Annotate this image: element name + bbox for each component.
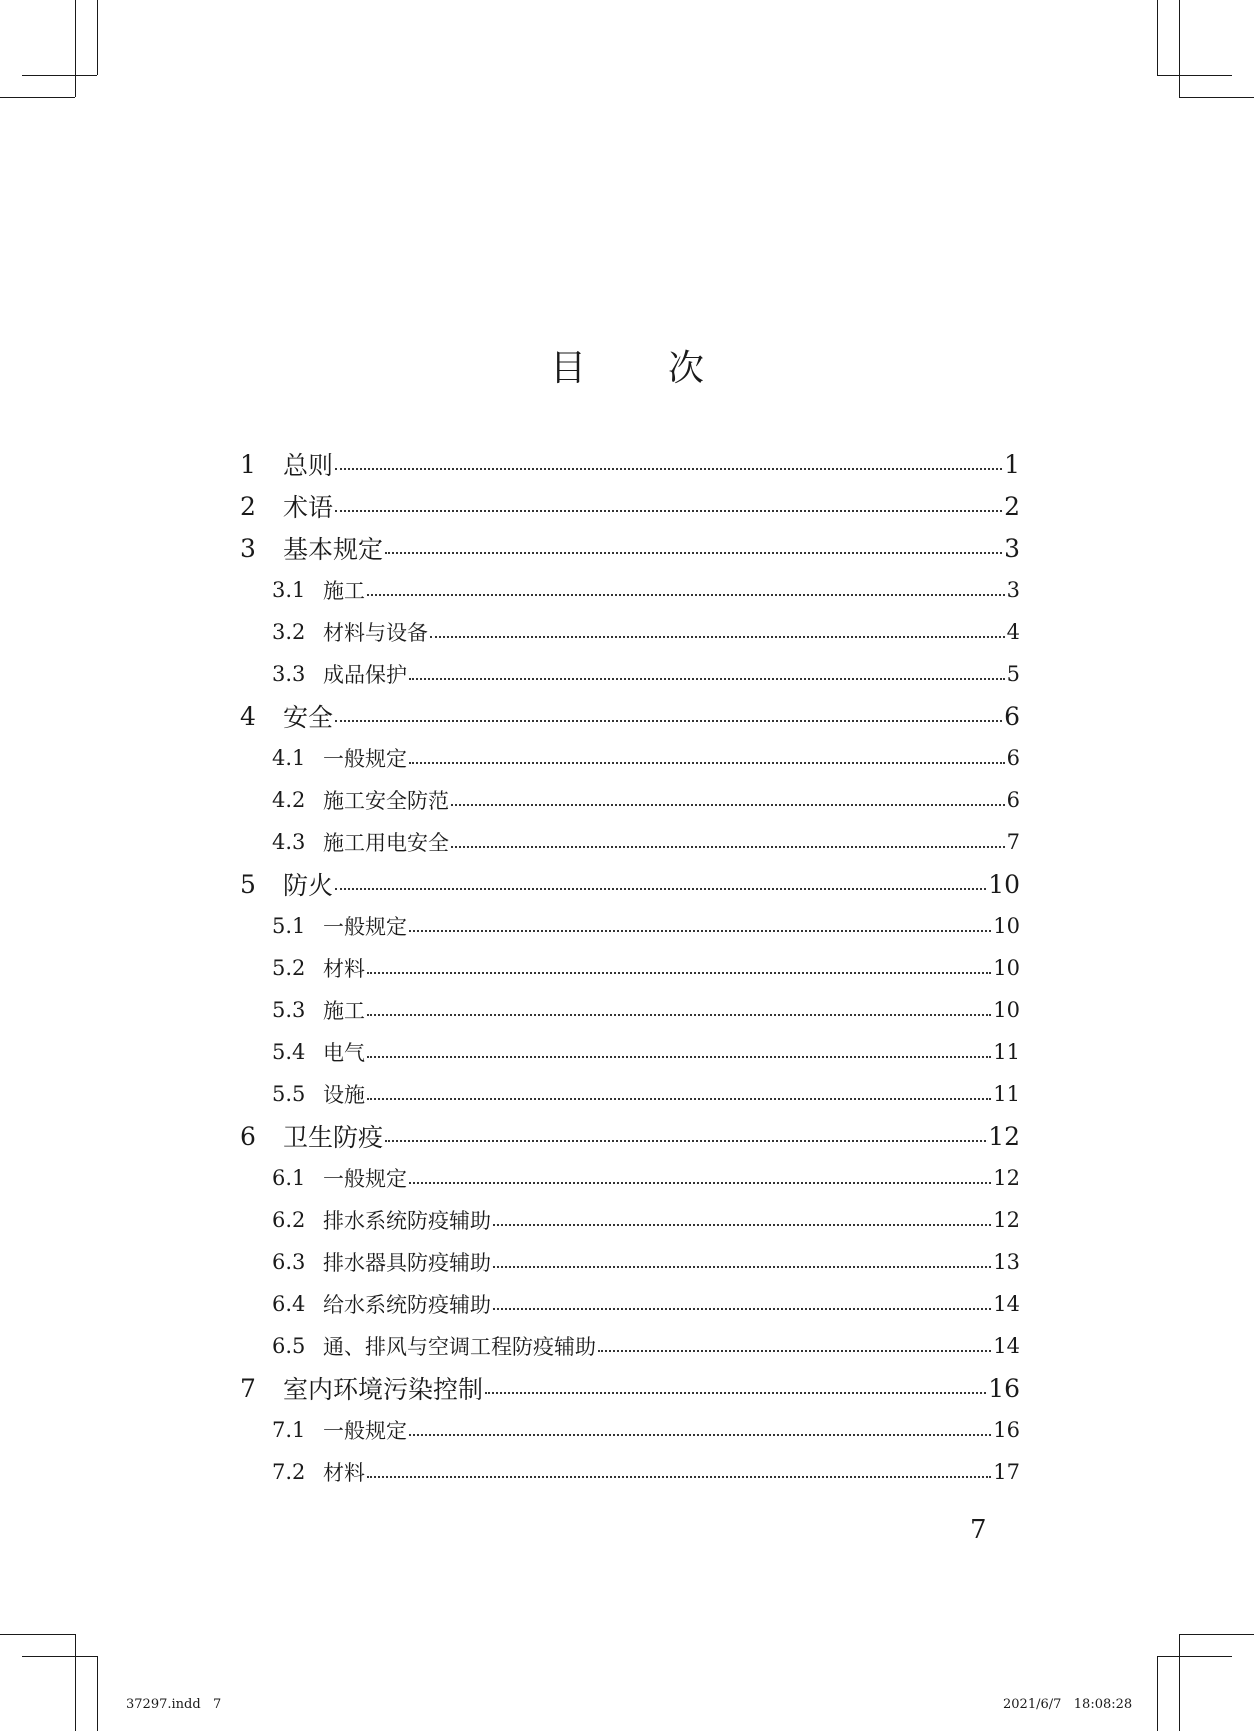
toc-entry[interactable] <box>240 863 1020 905</box>
dot-leader <box>493 1224 991 1226</box>
crop-line <box>1179 1634 1180 1731</box>
toc-entry[interactable] <box>240 989 1020 1031</box>
toc-entry-number: 5.2 <box>272 956 306 980</box>
footer-timestamp: 2021/6/7 18:08:28 <box>1003 1697 1133 1712</box>
dot-leader <box>385 1140 986 1142</box>
toc-entry-label: 材料 <box>323 1461 365 1485</box>
toc-entry-page: 2 <box>1004 491 1020 521</box>
toc-entry-label: 术语 <box>283 493 334 522</box>
toc-entry-number: 3.3 <box>272 662 306 686</box>
toc-entry-number: 5 <box>240 869 256 899</box>
dot-leader <box>485 1392 986 1394</box>
toc-entry[interactable] <box>240 611 1020 653</box>
toc-entry-page: 16 <box>993 1418 1020 1442</box>
crop-line <box>1157 1656 1158 1731</box>
toc-entry[interactable] <box>240 1073 1020 1115</box>
dot-leader <box>598 1350 991 1352</box>
toc-entry-label: 电气 <box>323 1041 365 1065</box>
toc-entry[interactable] <box>240 779 1020 821</box>
toc-entry-page: 10 <box>993 998 1020 1022</box>
crop-line <box>1179 97 1254 98</box>
toc-entry-label: 材料 <box>323 957 365 981</box>
dot-leader <box>335 720 1002 722</box>
toc-entry-number: 4 <box>240 701 256 731</box>
page-number: 7 <box>970 1515 987 1545</box>
dot-leader <box>367 1098 991 1100</box>
toc-entry[interactable] <box>240 527 1020 569</box>
toc-entry[interactable] <box>240 821 1020 863</box>
dot-leader <box>451 804 1005 806</box>
toc-entry-label: 一般规定 <box>323 1419 407 1443</box>
toc-entry[interactable] <box>240 443 1020 485</box>
toc-entry-number: 7.1 <box>272 1418 306 1442</box>
toc-entry-number: 5.4 <box>272 1040 306 1064</box>
dot-leader <box>493 1308 991 1310</box>
toc-entry-page: 10 <box>993 956 1020 980</box>
crop-line <box>1179 1634 1254 1635</box>
toc-entry-page: 6 <box>1004 701 1020 731</box>
toc-entry-page: 10 <box>993 914 1020 938</box>
toc-entry-number: 6.5 <box>272 1334 306 1358</box>
title-char-1: 目 <box>549 348 586 389</box>
toc-entry-label: 安全 <box>283 703 334 732</box>
dot-leader <box>409 930 991 932</box>
toc-entry-number: 5.1 <box>272 914 306 938</box>
toc-entry[interactable] <box>240 947 1020 989</box>
crop-line <box>1179 0 1180 97</box>
toc-entry-number: 2 <box>240 491 256 521</box>
dot-leader <box>335 468 1002 470</box>
toc-entry[interactable] <box>240 1199 1020 1241</box>
dot-leader <box>409 1182 991 1184</box>
toc-entry-page: 5 <box>1006 662 1020 686</box>
toc-entry-page: 11 <box>993 1082 1020 1106</box>
toc-entry-label: 防火 <box>283 871 334 900</box>
toc-entry-number: 6 <box>240 1121 256 1151</box>
toc-entry-label: 一般规定 <box>323 747 407 771</box>
crop-line <box>0 97 75 98</box>
toc-entry-page: 11 <box>993 1040 1020 1064</box>
toc-entry-page: 12 <box>993 1166 1020 1190</box>
toc-entry[interactable] <box>240 1157 1020 1199</box>
table-of-contents <box>240 443 1020 1493</box>
toc-entry-label: 材料与设备 <box>323 621 428 645</box>
toc-entry-page: 6 <box>1006 788 1020 812</box>
toc-entry-page: 12 <box>988 1121 1020 1151</box>
toc-entry[interactable] <box>240 1241 1020 1283</box>
crop-line <box>22 1656 97 1657</box>
dot-leader <box>335 510 1002 512</box>
page-title <box>0 340 1254 391</box>
toc-entry-label: 给水系统防疫辅助 <box>323 1293 491 1317</box>
toc-entry-label: 施工 <box>323 999 365 1023</box>
toc-entry-label: 一般规定 <box>323 915 407 939</box>
toc-entry[interactable] <box>240 1409 1020 1451</box>
toc-entry-number: 6.4 <box>272 1292 306 1316</box>
toc-entry-number: 5.3 <box>272 998 306 1022</box>
toc-entry-label: 一般规定 <box>323 1167 407 1191</box>
title-char-2: 次 <box>668 348 705 389</box>
toc-entry-number: 6.3 <box>272 1250 306 1274</box>
toc-entry[interactable] <box>240 737 1020 779</box>
toc-entry-label: 室内环境污染控制 <box>283 1375 484 1404</box>
toc-entry-label: 卫生防疫 <box>283 1123 384 1152</box>
dot-leader <box>430 636 1005 638</box>
toc-entry-page: 10 <box>988 869 1020 899</box>
toc-entry-label: 通、排风与空调工程防疫辅助 <box>323 1335 596 1359</box>
toc-entry[interactable] <box>240 1115 1020 1157</box>
toc-entry-page: 14 <box>993 1292 1020 1316</box>
toc-entry-page: 1 <box>1004 449 1020 479</box>
toc-entry-page: 13 <box>993 1250 1020 1274</box>
dot-leader <box>367 1476 991 1478</box>
toc-entry[interactable] <box>240 1451 1020 1493</box>
toc-entry-label: 总则 <box>283 451 334 480</box>
toc-entry-number: 6.1 <box>272 1166 306 1190</box>
toc-entry[interactable] <box>240 1031 1020 1073</box>
toc-entry[interactable] <box>240 569 1020 611</box>
toc-entry-number: 3.2 <box>272 620 306 644</box>
dot-leader <box>367 972 991 974</box>
dot-leader <box>409 762 1005 764</box>
toc-entry[interactable] <box>240 485 1020 527</box>
toc-entry-number: 5.5 <box>272 1082 306 1106</box>
toc-entry-label: 施工用电安全 <box>323 831 449 855</box>
toc-entry-number: 7 <box>240 1373 256 1403</box>
toc-entry-number: 4.3 <box>272 830 306 854</box>
crop-line <box>75 1634 76 1731</box>
dot-leader <box>385 552 1002 554</box>
dot-leader <box>409 678 1005 680</box>
toc-entry-label: 施工安全防范 <box>323 789 449 813</box>
footer-file-name: 37297.indd 7 <box>126 1697 222 1712</box>
toc-entry-number: 7.2 <box>272 1460 306 1484</box>
dot-leader <box>367 1014 991 1016</box>
crop-line <box>1157 1656 1232 1657</box>
dot-leader <box>335 888 986 890</box>
toc-entry-label: 设施 <box>323 1083 365 1107</box>
toc-entry-page: 12 <box>993 1208 1020 1232</box>
toc-entry-number: 3 <box>240 533 256 563</box>
toc-entry[interactable] <box>240 1325 1020 1367</box>
crop-line <box>22 75 97 76</box>
toc-entry[interactable] <box>240 1367 1020 1409</box>
toc-entry-label: 成品保护 <box>323 663 407 687</box>
toc-entry-label: 排水器具防疫辅助 <box>323 1251 491 1275</box>
toc-entry-label: 施工 <box>323 579 365 603</box>
toc-entry-page: 16 <box>988 1373 1020 1403</box>
crop-line <box>75 0 76 97</box>
toc-entry-page: 7 <box>1006 830 1020 854</box>
dot-leader <box>367 1056 991 1058</box>
toc-entry-label: 基本规定 <box>283 535 384 564</box>
toc-entry-number: 1 <box>240 449 256 479</box>
toc-entry-page: 14 <box>993 1334 1020 1358</box>
toc-entry-label: 排水系统防疫辅助 <box>323 1209 491 1233</box>
crop-line <box>1157 0 1158 75</box>
toc-entry-number: 6.2 <box>272 1208 306 1232</box>
toc-entry[interactable] <box>240 653 1020 695</box>
dot-leader <box>451 846 1005 848</box>
dot-leader <box>367 594 1005 596</box>
toc-entry-number: 4.2 <box>272 788 306 812</box>
toc-entry[interactable] <box>240 695 1020 737</box>
crop-line <box>1157 75 1232 76</box>
toc-entry-page: 3 <box>1004 533 1020 563</box>
crop-line <box>97 0 98 75</box>
toc-entry-number: 3.1 <box>272 578 306 602</box>
toc-entry-page: 6 <box>1006 746 1020 770</box>
crop-line <box>97 1656 98 1731</box>
toc-entry-page: 3 <box>1006 578 1020 602</box>
toc-entry[interactable] <box>240 905 1020 947</box>
crop-line <box>0 1634 75 1635</box>
toc-entry-page: 4 <box>1006 620 1020 644</box>
dot-leader <box>493 1266 991 1268</box>
dot-leader <box>409 1434 991 1436</box>
toc-entry-number: 4.1 <box>272 746 306 770</box>
toc-entry-page: 17 <box>993 1460 1020 1484</box>
toc-entry[interactable] <box>240 1283 1020 1325</box>
